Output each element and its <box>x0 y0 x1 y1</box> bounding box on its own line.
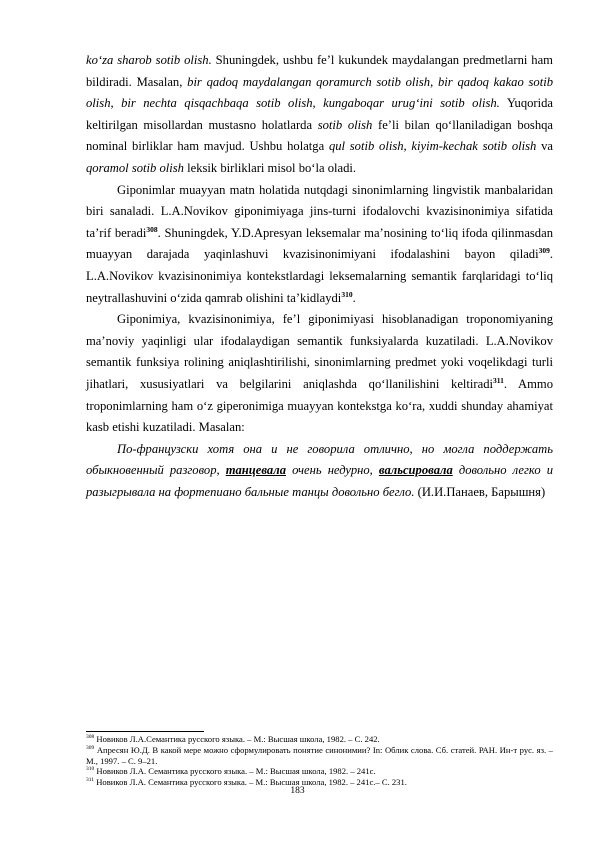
italic-text: qul sotib olish, kiyim-kechak sotib olish <box>328 139 537 154</box>
emphasized-word: вальсировала <box>378 463 453 478</box>
text-run: Shuningdek, ushbu fe’l kukundek maydalangan predmetlarni ham bildiradi. Masalan, <box>86 53 553 89</box>
footnote-text: Новиков Л.А. Семантика русского языка. – М.: Высшая школа, 1982. – 241с.– С. 231. <box>96 777 407 788</box>
italic-text: sotib olish <box>317 117 373 132</box>
italic-text: очень недурно, <box>286 463 379 478</box>
text-run: . <box>352 290 356 305</box>
footnote-number: 311 <box>86 777 95 784</box>
footnote-ref: 311 <box>493 375 504 385</box>
text-run: leksik birliklari misol bo‘la oladi. <box>183 160 357 175</box>
footnote-310 <box>86 766 553 777</box>
text-run: va <box>536 139 553 154</box>
paragraph-2 <box>86 180 553 310</box>
text-run: (И.И.Панаев, Барышня) <box>414 484 546 499</box>
paragraph-3 <box>86 309 553 439</box>
footnote-number: 309 <box>86 744 95 751</box>
emphasized-word: танцевала <box>225 463 286 478</box>
footnote-number: 310 <box>86 766 95 773</box>
footnote-text: Апресян Ю.Д. В какой мере можно сформулировать понятие синонимии? In: Облик слова. Сб. статей. РАН. Ин-т рус. яз. – М., 1997. – С. 9–21. <box>86 744 553 766</box>
text-run: . Shuningdek, Y.D.Apresyan leksemalar ma’nosining to‘liq ifoda qilinmasdan muayyan darajada yaqinlashuvi kvazisinonimiyani ifodalashini bayon qiladi <box>86 225 553 262</box>
footnote-text: Новиков Л.А. Семантика русского языка. – М.: Высшая школа, 1982. – 241с. <box>96 766 376 777</box>
footnote-ref: 309 <box>538 246 550 256</box>
text-run: Yuqorida keltirilgan misollardan mustasno holatlarda <box>86 96 553 132</box>
italic-text: ko‘za sharob sotib olish. <box>86 53 212 67</box>
footnote-divider <box>86 731 204 732</box>
footnotes <box>86 734 553 788</box>
italic-text: довольно легко и разыгрывала на фортепиано бальные танцы довольно бегло. <box>86 463 553 499</box>
italic-text: По-французски хотя она и не говорила отлично, но могла поддержать обыкновенный разговор, <box>86 441 553 478</box>
footnote-number: 308 <box>86 734 95 741</box>
text-run: fe’li bilan qo‘llaniladigan boshqa nominal birliklar ham mavjud. Ushbu holatga <box>86 117 553 154</box>
paragraph-4 <box>86 439 553 504</box>
page-number: 183 <box>290 786 305 796</box>
footnote-ref: 308 <box>146 224 158 234</box>
footnote-309 <box>86 745 553 767</box>
text-run: . Ammo troponimlarning ham o‘z giperonimiga muayyan kontekstga ko‘ra, xuddi shunday ahamiyat kasb etishi kuzatiladi. Masalan: <box>86 376 553 435</box>
italic-text: qoramol sotib olish <box>86 160 184 175</box>
text-run: Giponimlar muayyan matn holatida nutqdagi sinonimlarning lingvistik manbalaridan biri sanaladi. L.A.Novikov giponimiyaga jins-turni ifodalovchi kvazisinonimiya sifatida ta’rif beradi <box>86 182 553 240</box>
main-text <box>86 50 553 503</box>
footnote-308 <box>86 734 553 745</box>
footnote-ref: 310 <box>341 289 353 299</box>
text-run: . L.A.Novikov kvazisinonimiya kontekstlardagi leksemalarning semantik farqlaridagi to‘liq neytrallashuvini o‘zida qamrab olishini ta’kidlaydi <box>86 247 553 305</box>
text-run: Giponimiya, kvazisinonimiya, fe’l giponimiyasi hisoblanadigan troponomiyaning ma’noviy yaqinligi ular ifodalaydigan semantik funksiyalarda kuzatiladi. L.A.Novikov semantik funksiya rolining aniqlashtirilishi, sinonimlarning predmet yoki voqelikdagi turli jihatlari, xususiyatlari va belgilarini aniqlashda qo‘llanilishini keltiradi <box>86 312 553 391</box>
footnote-text: Новиков Л.А.Семантика русского языка. – М.: Высшая школа, 1982. – С. 242. <box>96 734 380 744</box>
italic-text: bir qadoq maydalangan qoramurch sotib olish, bir qadoq kakao sotib olish, bir nechta qisqachbaqa sotib olish, kungaboqar urug‘ini sotib olish. <box>86 74 553 111</box>
paragraph-1 <box>86 50 553 180</box>
